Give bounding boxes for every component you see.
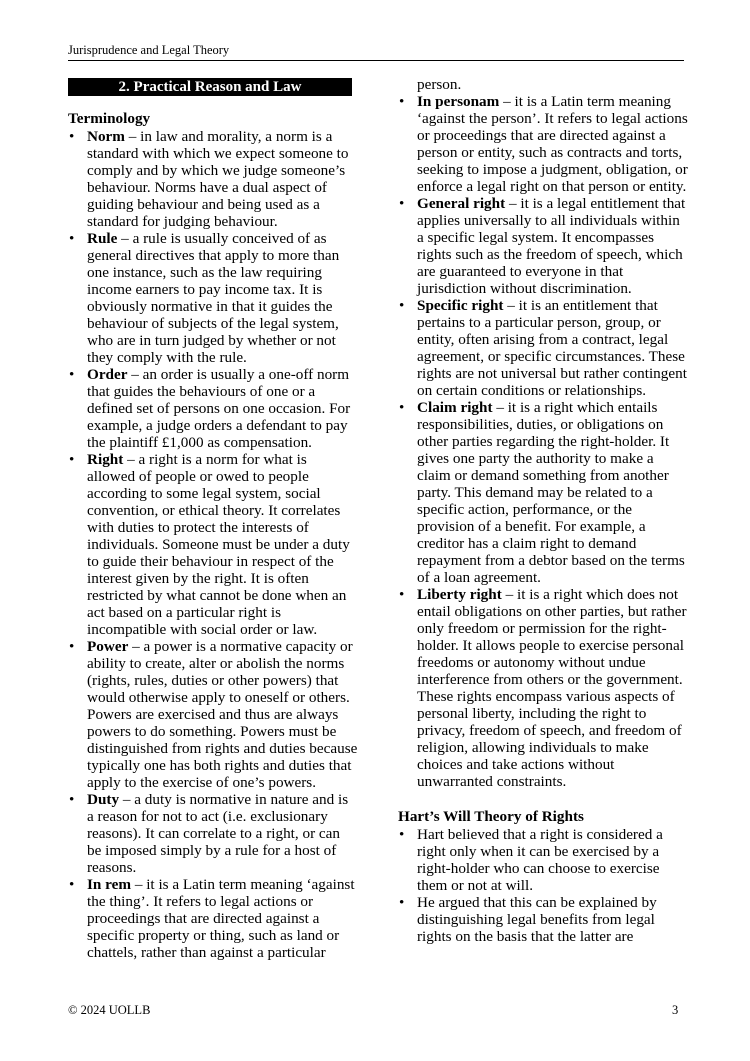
term-item <box>68 791 358 876</box>
term-definition: – a power is a normative capacity or ability to create, alter or abolish the norms (rights, rules, duties or other powers) that would otherwise apply to oneself or others. Powers are exercised and thus are always powers to do something. Powers must be distinguished from rights and duties because typically one has both rights and duties that apply to the exercise of one’s powers. <box>87 638 358 791</box>
term-definition: – it is a legal entitlement that applies universally to all individuals within a specific legal system. It encompasses rights such as the freedom of speech, which are guaranteed to everyone in that jurisdiction without discrimination. <box>417 195 686 297</box>
term-item <box>68 876 358 961</box>
term-label: In personam <box>417 93 500 110</box>
page-number: 3 <box>672 1003 679 1017</box>
hart-list <box>398 826 688 945</box>
term-item <box>68 230 358 366</box>
term-item <box>398 586 688 790</box>
term-label: Claim right <box>417 399 493 416</box>
term-item <box>398 93 688 195</box>
term-label: Liberty right <box>417 586 502 603</box>
term-definition: – a rule is usually conceived of as general directives that apply to more than one instance, such as the law requiring income earners to pay income tax. It is obviously normative in that it guides the behaviour of subjects of the legal system, who are in turn judged by whether or not they comply with the rule. <box>87 230 340 366</box>
left-column <box>68 76 358 961</box>
term-definition: – it is an entitlement that pertains to a particular person, group, or entity, often arising from a contract, legal agreement, or specific circumstances. These rights are not universal but rather contingent on certain conditions or relationships. <box>417 297 687 399</box>
term-label: Norm <box>87 128 125 145</box>
spacer <box>398 790 688 808</box>
list-item: • Hart believed that a right is considered a right only when it can be exercised by a right-holder who can choose to exercise them or not at will. <box>398 826 688 894</box>
term-definition: – it is a right which entails responsibilities, duties, or obligations on other parties regarding the right-holder. It gives one party the authority to make a claim or demand something from another party. This demand may be related to a specific action, performance, or the provision of a benefit. For example, a creditor has a claim right to demand repayment from a debtor based on the terms of a loan agreement. <box>417 399 685 586</box>
running-head: Jurisprudence and Legal Theory <box>68 43 230 57</box>
header-rule <box>68 60 684 61</box>
term-definition: – it is a Latin term meaning ‘against the person’. It refers to legal actions or proceedings that are directed against a person or entity, such as contracts and torts, seeking to impose a judgment, obligation, or enforce a legal right on that person or entity. <box>417 93 688 195</box>
list-item: • He argued that this can be explained by distinguishing legal benefits from legal rights on the basis that the latter are <box>398 894 688 945</box>
hart-heading: Hart’s Will Theory of Rights <box>398 808 584 825</box>
term-definition: – a right is a norm for what is allowed of people or owed to people according to some legal system, social convention, or ethical theory. It correlates with duties to protect the interests of individuals. Someone must be under a duty to guide their behaviour in respect of the interest given by the right. It is often restricted by what cannot be done when an act based on a particular right is incompatible with social order or law. <box>87 451 350 638</box>
term-item <box>398 399 688 586</box>
term-definition: – a duty is normative in nature and is a reason for not to act (i.e. exclusionary reasons). It can correlate to a right, or can be imposed simply by a rule for a host of reasons. <box>87 791 349 876</box>
term-item <box>68 451 358 638</box>
term-label: Specific right <box>417 297 504 314</box>
section-title: 2. Practical Reason and Law <box>68 78 352 96</box>
term-item <box>398 297 688 399</box>
term-definition: – in law and morality, a norm is a standard with which we expect someone to comply and by which we judge someone’s behaviour. Norms have a dual aspect of guiding behaviour and being used as a standard for judging behaviour. <box>87 128 349 230</box>
term-label: Right <box>87 451 124 468</box>
term-definition: – it is a right which does not entail obligations on other parties, but rather only freedom or permission for the right-holder. It allows people to exercise personal freedoms or autonomy without undue interference from others or the government. These rights encompass various aspects of personal liberty, including the right to privacy, freedom of speech, and freedom of religion, allowing individuals to make choices and take actions without unwarranted constraints. <box>417 586 687 790</box>
terminology-list-right <box>398 76 688 790</box>
term-label: Order <box>87 366 128 383</box>
terminology-heading: Terminology <box>68 110 151 127</box>
term-definition: – an order is usually a one-off norm that guides the behaviours of one or a defined set of persons on one occasion. For example, a judge orders a defendant to pay the plaintiff £1,000 as compensation. <box>87 366 351 451</box>
footer-copyright: © 2024 UOLLB <box>68 1003 151 1017</box>
right-column <box>398 76 688 945</box>
term-item <box>68 366 358 451</box>
term-label: General right <box>417 195 506 212</box>
term-item <box>68 638 358 791</box>
term-label: Power <box>87 638 129 655</box>
term-item <box>398 195 688 297</box>
term-label: Duty <box>87 791 120 808</box>
term-item <box>68 128 358 230</box>
term-definition: – it is a Latin term meaning ‘against the thing’. It refers to legal actions or proceedings that are directed against a specific property or thing, such as land or chattels, rather than against a particular <box>87 876 355 961</box>
term-label: Rule <box>87 230 118 247</box>
terminology-list-left <box>68 128 358 961</box>
continued-text: person. <box>417 76 462 93</box>
term-label: In rem <box>87 876 132 893</box>
